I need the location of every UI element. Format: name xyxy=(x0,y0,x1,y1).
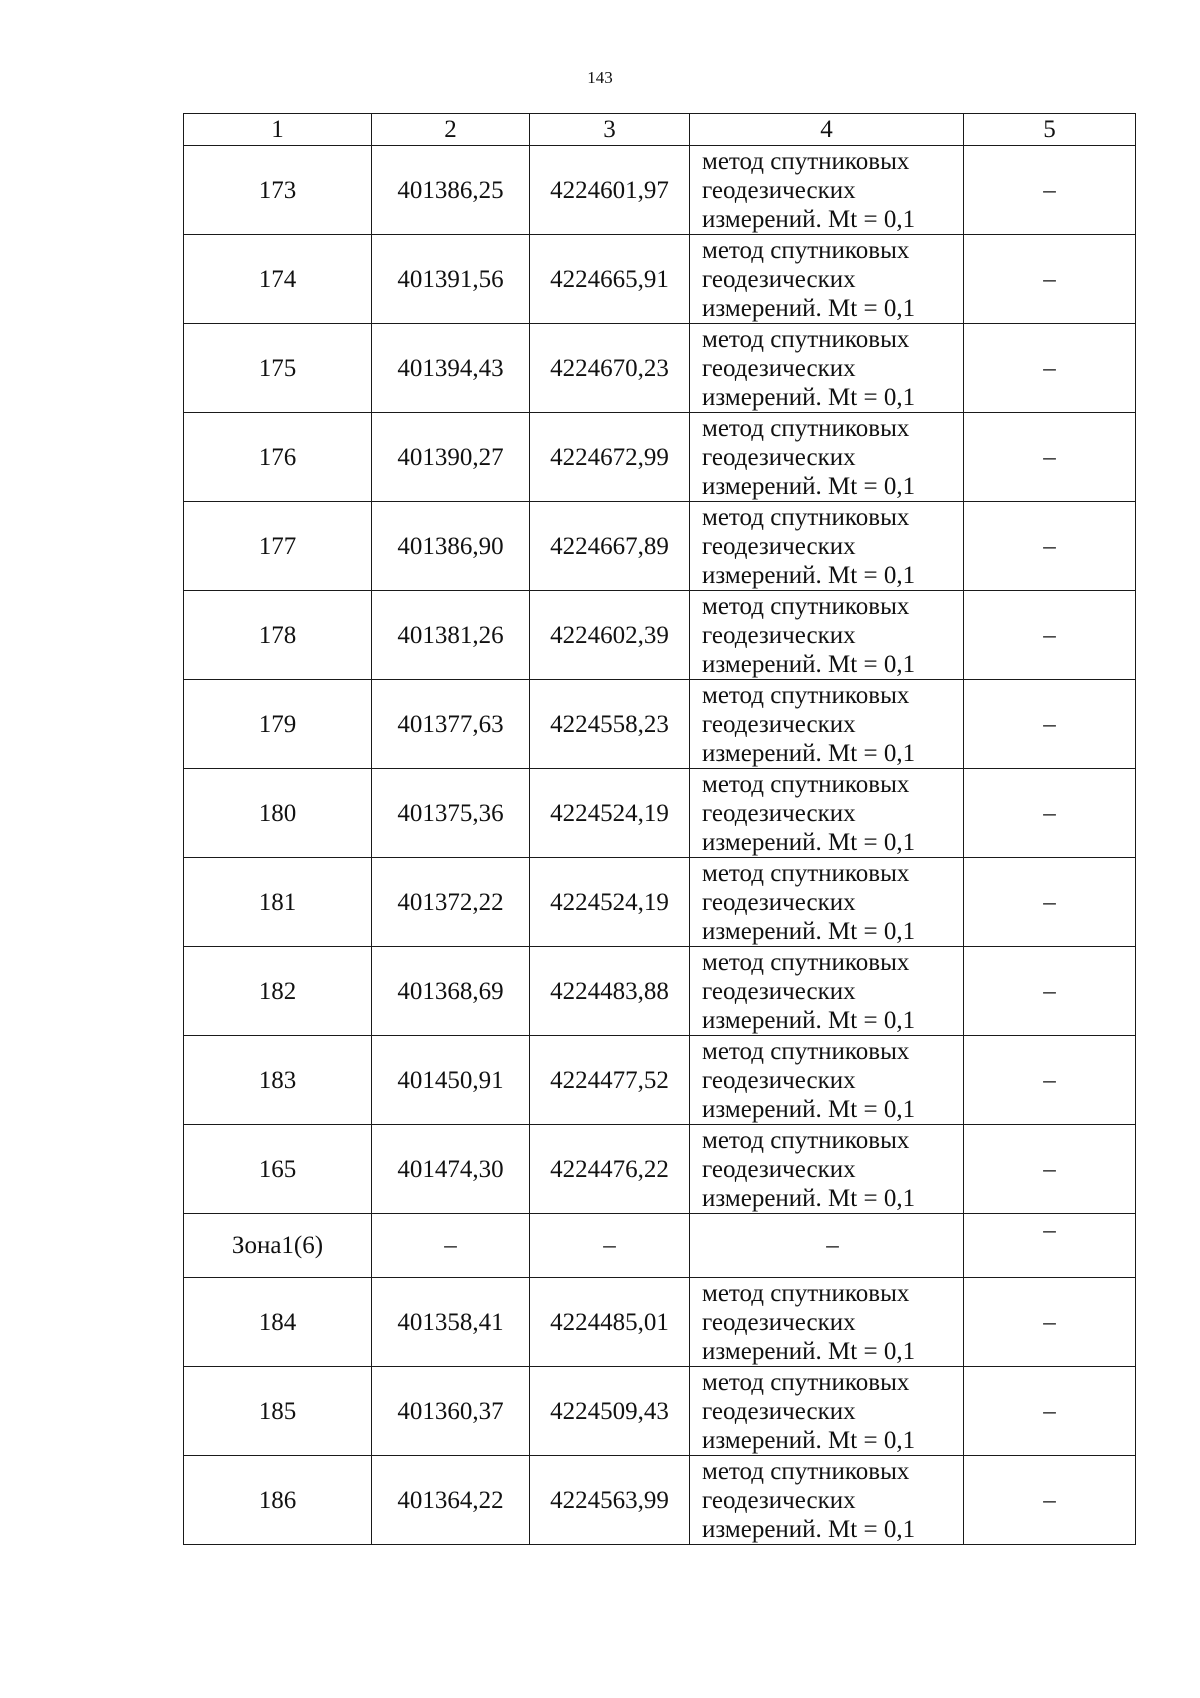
table-row xyxy=(184,858,1136,947)
method-line: метод спутниковых xyxy=(702,1279,910,1307)
x-coordinate-cell: 401450,91 xyxy=(372,1036,530,1125)
zone-row xyxy=(184,1214,1136,1278)
point-number-cell: 165 xyxy=(184,1125,372,1214)
y-coordinate-cell: 4224665,91 xyxy=(530,235,690,324)
method-cell xyxy=(690,947,964,1036)
x-coordinate-cell: 401372,22 xyxy=(372,858,530,947)
x-coordinate-cell: 401474,30 xyxy=(372,1125,530,1214)
table-row xyxy=(184,1367,1136,1456)
method-line: геодезических xyxy=(702,799,856,827)
method-line: измерений. Mt = 0,1 xyxy=(702,828,916,856)
method-line: измерений. Mt = 0,1 xyxy=(702,561,916,589)
method-line: геодезических xyxy=(702,176,856,204)
note-cell: – xyxy=(964,1036,1136,1125)
x-coordinate-cell: 401390,27 xyxy=(372,413,530,502)
method-line: измерений. Mt = 0,1 xyxy=(702,383,916,411)
x-coordinate-cell: 401375,36 xyxy=(372,769,530,858)
method-line: метод спутниковых xyxy=(702,1037,910,1065)
table-row xyxy=(184,1278,1136,1367)
method-line: измерений. Mt = 0,1 xyxy=(702,1426,916,1454)
method-cell xyxy=(690,146,964,235)
method-line: метод спутниковых xyxy=(702,948,910,976)
method-line: геодезических xyxy=(702,1308,856,1336)
method-line: метод спутниковых xyxy=(702,147,910,175)
method-cell xyxy=(690,1036,964,1125)
point-number-cell: 186 xyxy=(184,1456,372,1545)
point-number-cell: 180 xyxy=(184,769,372,858)
method-line: измерений. Mt = 0,1 xyxy=(702,294,916,322)
y-coordinate-cell: 4224509,43 xyxy=(530,1367,690,1456)
method-line: – xyxy=(826,1232,839,1259)
table-header xyxy=(184,114,1136,146)
table-row xyxy=(184,1125,1136,1214)
point-number-cell: 173 xyxy=(184,146,372,235)
method-line: измерений. Mt = 0,1 xyxy=(702,1515,916,1543)
y-coordinate-cell: 4224476,22 xyxy=(530,1125,690,1214)
y-coordinate-cell: 4224667,89 xyxy=(530,502,690,591)
point-number-cell: Зона1(6) xyxy=(184,1214,372,1278)
table-row xyxy=(184,591,1136,680)
method-line: геодезических xyxy=(702,1486,856,1514)
note-cell: – xyxy=(964,1278,1136,1367)
method-line: метод спутниковых xyxy=(702,236,910,264)
y-coordinate-cell: 4224601,97 xyxy=(530,146,690,235)
x-coordinate-cell: 401364,22 xyxy=(372,1456,530,1545)
header-col-5: 5 xyxy=(964,114,1136,146)
method-cell xyxy=(690,858,964,947)
method-cell xyxy=(690,1125,964,1214)
note-cell: – xyxy=(964,769,1136,858)
method-line: метод спутниковых xyxy=(702,503,910,531)
y-coordinate-cell: 4224558,23 xyxy=(530,680,690,769)
header-row xyxy=(184,114,1136,146)
x-coordinate-cell: 401386,90 xyxy=(372,502,530,591)
y-coordinate-cell: 4224563,99 xyxy=(530,1456,690,1545)
method-cell xyxy=(690,1367,964,1456)
method-cell xyxy=(690,1456,964,1545)
header-col-1: 1 xyxy=(184,114,372,146)
method-cell xyxy=(690,1278,964,1367)
y-coordinate-cell: 4224672,99 xyxy=(530,413,690,502)
table-row xyxy=(184,413,1136,502)
y-coordinate-cell: 4224524,19 xyxy=(530,769,690,858)
y-coordinate-cell: – xyxy=(530,1214,690,1278)
point-number-cell: 183 xyxy=(184,1036,372,1125)
method-line: измерений. Mt = 0,1 xyxy=(702,917,916,945)
method-line: геодезических xyxy=(702,443,856,471)
point-number-cell: 177 xyxy=(184,502,372,591)
coordinates-table xyxy=(183,113,1136,1545)
point-number-cell: 174 xyxy=(184,235,372,324)
y-coordinate-cell: 4224483,88 xyxy=(530,947,690,1036)
method-cell xyxy=(690,591,964,680)
method-line: геодезических xyxy=(702,888,856,916)
note-cell: – xyxy=(964,146,1136,235)
note-cell: – xyxy=(964,413,1136,502)
x-coordinate-cell: 401386,25 xyxy=(372,146,530,235)
table-row xyxy=(184,769,1136,858)
method-cell xyxy=(690,502,964,591)
header-col-2: 2 xyxy=(372,114,530,146)
table-row xyxy=(184,680,1136,769)
x-coordinate-cell: 401381,26 xyxy=(372,591,530,680)
method-cell xyxy=(690,769,964,858)
note-cell: – xyxy=(964,324,1136,413)
note-cell: – xyxy=(964,591,1136,680)
method-line: метод спутниковых xyxy=(702,592,910,620)
page-number: 143 xyxy=(587,68,613,87)
method-line: измерений. Mt = 0,1 xyxy=(702,1337,916,1365)
point-number-cell: 176 xyxy=(184,413,372,502)
method-line: геодезических xyxy=(702,265,856,293)
method-line: измерений. Mt = 0,1 xyxy=(702,1006,916,1034)
y-coordinate-cell: 4224524,19 xyxy=(530,858,690,947)
table-row xyxy=(184,502,1136,591)
x-coordinate-cell: 401368,69 xyxy=(372,947,530,1036)
header-col-4: 4 xyxy=(690,114,964,146)
method-line: метод спутниковых xyxy=(702,681,910,709)
method-cell xyxy=(690,324,964,413)
method-line: метод спутниковых xyxy=(702,1126,910,1154)
point-number-cell: 181 xyxy=(184,858,372,947)
y-coordinate-cell: 4224670,23 xyxy=(530,324,690,413)
table-row xyxy=(184,947,1136,1036)
method-line: геодезических xyxy=(702,621,856,649)
method-line: геодезических xyxy=(702,977,856,1005)
method-line: метод спутниковых xyxy=(702,859,910,887)
table-row xyxy=(184,146,1136,235)
table-row xyxy=(184,1036,1136,1125)
y-coordinate-cell: 4224477,52 xyxy=(530,1036,690,1125)
x-coordinate-cell: 401377,63 xyxy=(372,680,530,769)
method-cell xyxy=(690,680,964,769)
method-line: геодезических xyxy=(702,710,856,738)
point-number-cell: 182 xyxy=(184,947,372,1036)
method-line: измерений. Mt = 0,1 xyxy=(702,205,916,233)
method-cell xyxy=(690,413,964,502)
x-coordinate-cell: 401391,56 xyxy=(372,235,530,324)
method-line: геодезических xyxy=(702,1066,856,1094)
note-cell: – xyxy=(964,1456,1136,1545)
method-line: метод спутниковых xyxy=(702,325,910,353)
method-line: измерений. Mt = 0,1 xyxy=(702,739,916,767)
y-coordinate-cell: 4224485,01 xyxy=(530,1278,690,1367)
table-row xyxy=(184,324,1136,413)
method-line: метод спутниковых xyxy=(702,770,910,798)
method-line: метод спутниковых xyxy=(702,1368,910,1396)
x-coordinate-cell: 401358,41 xyxy=(372,1278,530,1367)
method-line: измерений. Mt = 0,1 xyxy=(702,650,916,678)
note-cell: – xyxy=(964,680,1136,769)
table-row xyxy=(184,235,1136,324)
method-line: измерений. Mt = 0,1 xyxy=(702,1095,916,1123)
point-number-cell: 179 xyxy=(184,680,372,769)
method-cell xyxy=(690,235,964,324)
method-line: геодезических xyxy=(702,1397,856,1425)
x-coordinate-cell: 401394,43 xyxy=(372,324,530,413)
note-cell: – xyxy=(964,1125,1136,1214)
y-coordinate-cell: 4224602,39 xyxy=(530,591,690,680)
method-line: геодезических xyxy=(702,354,856,382)
header-col-3: 3 xyxy=(530,114,690,146)
table-row xyxy=(184,1456,1136,1545)
method-line: геодезических xyxy=(702,532,856,560)
point-number-cell: 175 xyxy=(184,324,372,413)
note-cell: – xyxy=(964,947,1136,1036)
x-coordinate-cell: – xyxy=(372,1214,530,1278)
point-number-cell: 184 xyxy=(184,1278,372,1367)
method-line: метод спутниковых xyxy=(702,1457,910,1485)
note-cell: – xyxy=(964,235,1136,324)
point-number-cell: 178 xyxy=(184,591,372,680)
note-cell: – xyxy=(964,502,1136,591)
note-cell: – xyxy=(964,1214,1136,1278)
table-body xyxy=(184,146,1136,1545)
method-line: метод спутниковых xyxy=(702,414,910,442)
method-line: измерений. Mt = 0,1 xyxy=(702,1184,916,1212)
method-line: геодезических xyxy=(702,1155,856,1183)
method-line: измерений. Mt = 0,1 xyxy=(702,472,916,500)
note-cell: – xyxy=(964,1367,1136,1456)
method-cell xyxy=(690,1214,964,1278)
x-coordinate-cell: 401360,37 xyxy=(372,1367,530,1456)
point-number-cell: 185 xyxy=(184,1367,372,1456)
note-cell: – xyxy=(964,858,1136,947)
